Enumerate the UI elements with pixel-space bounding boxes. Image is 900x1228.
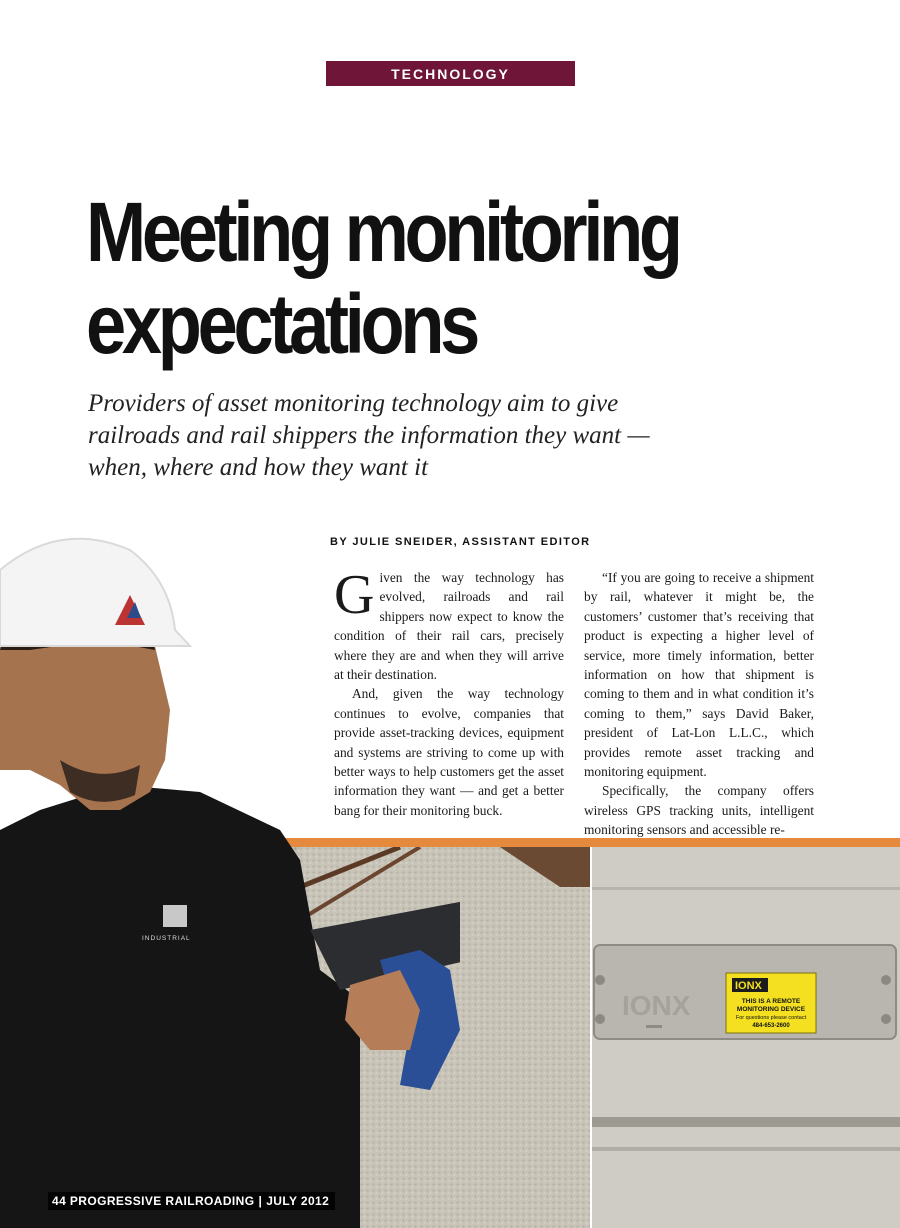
- label-brand: IONX: [735, 980, 762, 992]
- headline: [86, 186, 757, 370]
- worker-illustration: [0, 530, 460, 1228]
- deck: [88, 388, 808, 484]
- headline-line-1: Meeting monitoring: [86, 185, 679, 279]
- deck-line-3: when, where and how they want it: [88, 454, 429, 481]
- worker-portrait-photo: [0, 530, 460, 1228]
- label-line-2: MONITORING DEVICE: [736, 1006, 806, 1013]
- label-phone: 484-653-2600: [752, 1023, 790, 1029]
- label-line-3: For questions please contact: [735, 1015, 807, 1021]
- footer-separator: |: [258, 1194, 263, 1208]
- page-number: 44: [52, 1194, 67, 1208]
- deck-line-1: Providers of asset monitoring technology aim to give: [88, 390, 619, 417]
- publication-name: PROGRESSIVE RAILROADING: [69, 1194, 255, 1208]
- issue-date: JULY 2012: [266, 1194, 330, 1208]
- ionx-device-photo: [592, 847, 900, 1228]
- section-tag: TECHNOLOGY: [326, 61, 575, 86]
- label-line-1: THIS IS A REMOTE: [741, 998, 801, 1005]
- ionx-device-illustration: [592, 847, 900, 1228]
- paragraph-text: iven the way technology has evolved, railroads and rail shippers now expect to know the condition of their rail cars, precisely where they are and when they will arrive at their destination.: [334, 570, 564, 683]
- drop-cap: G: [334, 564, 375, 626]
- page-footer: [48, 1192, 335, 1210]
- headline-line-2: expectations: [86, 277, 477, 371]
- shirt-logo: INDUSTRIAL: [142, 935, 191, 942]
- body-paragraph: “If you are going to receive a shipment by rail, whatever it might be, the customers’ customer that’s receiving that product is expecting a higher level of service, more timely information, better information on how that shipment is coming to them and in what condition it’s coming to them,” says David Baker, president of Lat-Lon L.L.C., which provides remote asset tracking and monitoring equipment.: [584, 570, 814, 780]
- device-brand-embossed: IONX: [622, 990, 691, 1021]
- byline: BY JULIE SNEIDER, ASSISTANT EDITOR: [330, 536, 591, 548]
- deck-line-2: railroads and rail shippers the information they want —: [88, 422, 650, 449]
- body-paragraph: And, given the way technology continues to evolve, companies that provide asset-tracking devices, equipment and systems are striving to come up with better ways to help customers get the asset information they want — and get a better bang for their monitoring buck.: [334, 686, 564, 818]
- body-paragraph: Specifically, the company offers wireless GPS tracking units, intelligent monitoring sensors and accessible re-: [584, 783, 814, 838]
- body-column-2: [584, 568, 814, 840]
